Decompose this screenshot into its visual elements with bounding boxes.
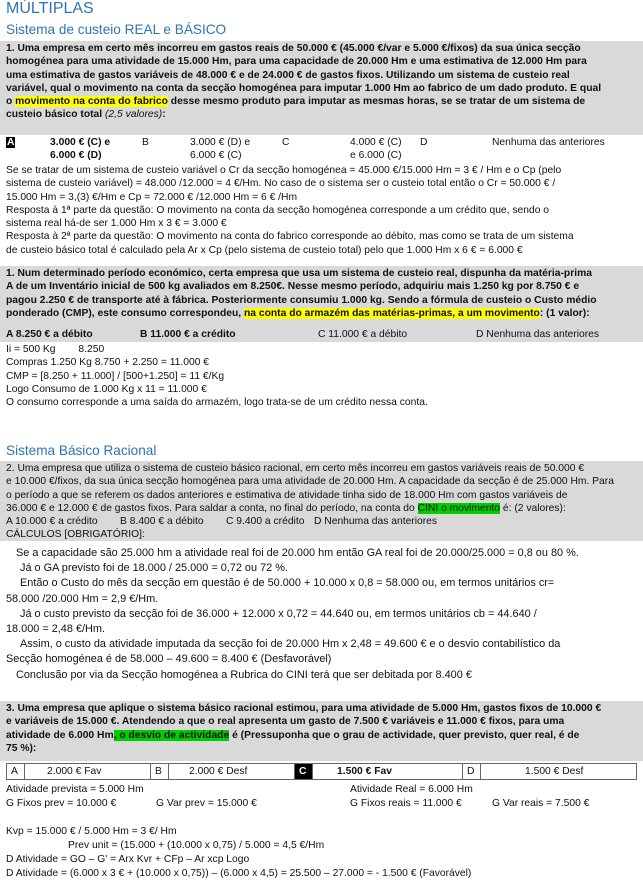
question-box-4: 3. Uma empresa que aplique o sistema básico racional estimou, para uma atividade de 5.000 Hm, gastos fixos de 10.000 € e variáveis de 15.000 €. Atendendo a que o real apresenta um gasto de 7.500 € variáveis e 11.000 € fixos, para uma atividade de 6.000 Hm, o desvio de actividade é (Pressuponha que o grau de actividade, quer previsto, quer real, é de 75 %): <box>0 701 643 761</box>
option-a[interactable]: 3.000 € (C) e 6.000 € (D) <box>50 137 111 162</box>
option-c[interactable]: 1.500 € Fav <box>313 764 463 780</box>
option-b[interactable]: B 11.000 € a crédito <box>140 329 236 340</box>
q1-line2: homogénea para uma atividade de 15.000 Hm, para uma capacidade de 20.000 Hm e uma estimativa de 12.000 Hm para <box>6 56 587 68</box>
section-heading-real-basico: Sistema de custeio REAL e BÁSICO <box>6 22 227 37</box>
option-a-letter[interactable]: A <box>7 137 15 148</box>
options-q4 <box>0 763 643 780</box>
q1-line4: variável, qual o movimento na conta da secção homogénea para imputar 1.000 Hm ao fabrico de um dado produto. E qual <box>6 82 602 94</box>
q1-line3: uma estimativa de gastos variáveis de 48.000 € e de 24.000 € de gastos fixos. Utilizando um sistema de custeio real <box>6 69 570 81</box>
q1-line6: custeio básico total (2,5 valores): <box>6 109 166 121</box>
option-d[interactable]: D Nenhuma das anteriores <box>476 329 600 340</box>
highlight: movimento na conta do fabrico <box>15 96 168 108</box>
highlight: na conta do armazém das matérias-primas, a um movimento <box>244 307 540 319</box>
question-box-3: 2. Uma empresa que utiliza o sistema de custeio básico racional, em certo mês incorreu em gastos variáveis reais de 50.000 € e 10.000 €/fixos, da sua única secção homogénea para uma atividade de 20.000 Hm. A capacidade da secção é de 25.000 Hm. Para o período a que se referem os dados anteriores e estimativa de atividade tinha sido de 18.000 Hm com gastos variáveis de 36.000 € e 12.000 € de gastos fixos. Para saldar a conta, no final do período, na conta do CINI o movimento é: (2 valores): A 10.000 € a crédito B 8.400 € a débito C 9.400 a crédito D Nenhuma das anteriores CÁLCULOS [OBRIGATÓRIO]: <box>0 461 643 541</box>
option-d[interactable]: Nenhuma das anteriores <box>492 137 605 148</box>
options-q3 <box>6 515 637 528</box>
option-c[interactable]: 4.000 € (C) e 6.000 (C) <box>350 137 402 162</box>
highlight: , o desvio de actividade <box>113 729 230 741</box>
option-a[interactable]: 2.000 € Fav <box>25 764 151 780</box>
options-q1 <box>0 136 643 164</box>
question-box-2: 1. Num determinado período económico, certa empresa que usa um sistema de custeio real, dispunha da matéria-prima A de um Inventário inicial de 500 kg avaliados em 8.250€. Nesse mesmo período, adquiriu mais 1.250 kg por 8.750 € e pagou 2.250 € de transporte até à fábrica. Posteriormente consumiu 1.000 kg. Sendo a fórmula de custeio o Custo médio ponderado (CMP), este consumo correspondeu, na conta do armazém das matérias-primas, a um movimento: (1 valor): <box>0 266 643 330</box>
option-b-letter[interactable]: B <box>151 764 169 780</box>
answer-q1: Se se tratar de um sistema de custeio variável o Cr da secção homogénea = 45.000 €/15.000 Hm = 3 € / Hm e o Cp (pelo sistema de custeio variável) = 48.000 /12.000 = 4 €/Hm. No caso de o sistema ser o custeio total então o Cr = 50.000 € / 15.000 Hm = 3,(3) €/Hm e Cp = 72.000 € /12.000 Hm = 6 € /Hm Resposta à 1ª parte da questão: O movimento na conta da secção homogénea corresponde a um crédito que, sendo o sistema real há-de ser 1.000 Hm x 3 € = 3.000 € Resposta à 2ª parte da questão: O movimento na conta do fabrico corresponde ao débito, mas como se trata de um sistema de custeio básico total é calculado pela Ar x Cp (pelo sistema de custeio total) pelo que 1.000 Hm x 6 € = 6.000 € <box>6 165 574 256</box>
option-d-letter[interactable]: D <box>463 764 481 780</box>
options-q2 <box>0 328 643 342</box>
answer-q4: Atividade prevista = 5.000 Hm Atividade Real = 6.000 Hm G Fixos prev = 10.000 € G Var prev = 15.000 € G Fixos reais = 11.000 € G Var reais = 7.500 € Kvp = 15.000 € / 5.000 Hm = 3 €/ Hm Prev unit = (15.000 + (10.000 x 0,75) / 5.000 = 4,5 €/Hm D Atividade = GO – G' = Arx Kvr + CFp – Ar xcp Logo D Atividade = (6.000 x 3 € + (10.000 x 0,75)) – (6.000 x 4,5) = 25.500 – 27.000 = - 1.500 € (Favorável) <box>6 784 590 879</box>
option-b[interactable]: 3.000 € (D) e 6.000 € (C) <box>190 137 251 162</box>
q1-line1: 1. Uma empresa em certo mês incorreu em gastos reais de 50.000 € (45.000 €/var e 5.000 €/fixos) da sua única secção <box>6 43 581 54</box>
option-d-letter[interactable]: D <box>420 137 428 148</box>
q1-line5: o movimento na conta do fabrico desse mesmo produto para imputar as mesmas horas, se se tratar de um sistema de <box>6 96 586 108</box>
answer-q2: Ii = 500 Kg 8.250 Compras 1.250 Kg 8.750 + 2.250 = 11.000 € CMP = [8.250 + 11.000] / [500+1.250] = 11 €/Kg Logo Consumo de 1.000 Kg x 11 = 11.000 € O consumo corresponde a uma saída do armazém, logo trata-se de um crédito nessa conta. <box>6 344 428 409</box>
calc-label: CÁLCULOS [OBRIGATÓRIO]: <box>6 529 145 541</box>
question-box-1 <box>0 41 643 135</box>
option-c-letter[interactable]: C <box>282 137 290 148</box>
highlight: CINI o movimento <box>417 502 501 514</box>
option-c[interactable]: C 9.400 a crédito <box>226 516 305 528</box>
option-b[interactable]: B 8.400 € a débito <box>120 516 204 528</box>
option-c-letter[interactable]: C <box>295 764 313 780</box>
answer-q3: Se a capacidade são 25.000 hm a atividade real foi de 20.000 hm então GA real foi de 20.000/25.000 = 0,8 ou 80 %. Já o GA previsto foi de 18.000 / 25.000 = 0,72 ou 72 %. Então o Custo do mês da secção em questão é de 50.000 + 10.000 x 0,8 = 58.000 ou, em termos unitários cr= 58.000 /20.000 Hm = 2,9 €/Hm. Já o custo previsto da secção foi de 36.000 + 12.000 x 0,72 = 44.640 ou, em termos unitários cb = 44.640 / 18.000 = 2,48 €/Hm. Assim, o custo da atividade imputada da secção foi de 20.000 Hm x 2,48 = 49.600 € e o desvio contabilístico da Secção homogénea é de 58.000 – 49.600 = 8.400 € (Desfavorável) Conclusão por via da Secção homogénea a Rubrica do CINI terá que ser debitada por 8.400 € <box>6 547 579 681</box>
option-b-letter[interactable]: B <box>142 137 149 148</box>
option-c[interactable]: C 11.000 € a débito <box>318 329 408 340</box>
option-b[interactable]: 2.000 € Desf <box>169 764 295 780</box>
page-title: MÚLTIPLAS <box>6 0 94 17</box>
option-d[interactable]: D Nenhuma das anteriores <box>314 516 438 528</box>
option-a-letter[interactable]: A <box>7 764 25 780</box>
option-a[interactable]: A 10.000 € a crédito <box>6 516 98 528</box>
option-a[interactable]: A 8.250 € a débito <box>6 329 93 340</box>
section-heading-racional: Sistema Básico Racional <box>6 443 157 458</box>
option-d[interactable]: 1.500 € Desf <box>481 764 637 780</box>
